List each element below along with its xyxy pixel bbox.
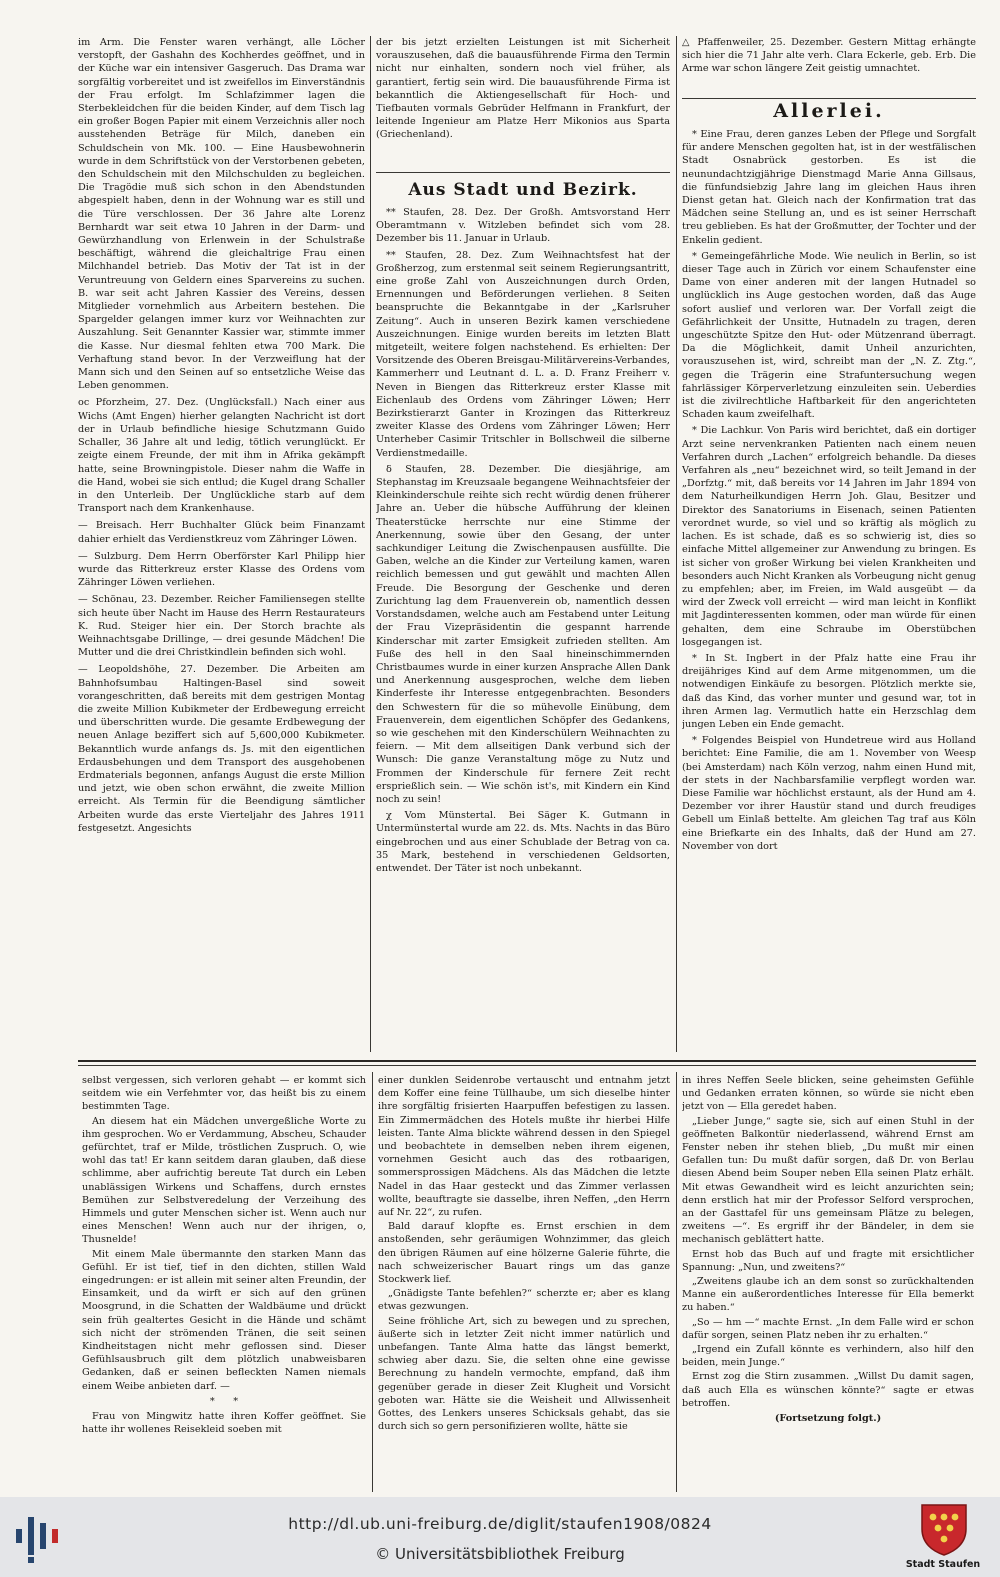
article-text: im Arm. Die Fenster waren verhängt, alle Löcher verstopft, der Gashahn des Kochherdes geöffnet, und in der Küche war ein intensiver Gasgeruch. Das Drama war sorgfältig vorbereitet und ist zweifellos im Einverständnis der Frau erfolgt. Im Schlafzimmer lagen die Sterbekleidchen für die beiden Kinder, auf dem Tisch lag ein großer Bogen Papier mit einem Verzeichnis aller noch ausstehenden Beträge für Milch, daneben ein Schuldschein von Mk. 100. — Eine Hausbewohnerin wurde in dem Schriftstück von der Verstorbenen gebeten, den Schuldschein mit den Milchschulden zu begleichen. Die Tragödie muß sich schon in den Abendstunden abgespielt haben, denn in der Wohnung war es still und die Türe verschlossen. Der 36 Jahre alte Lorenz Bernhardt war seit etwa 10 Jahren in der Darm- und Gewürzhandlung von Erlenwein in der Schulstraße beschäftigt, während die gleichaltrige Frau einen Milchhandel betrieb. Das Motiv der Tat ist in der Veruntreuung von Geldern eines Sparvereins zu suchen. B. war seit acht Jahren Kassier des Vereins, dessen Mitglieder vornehmlich aus Arbeitern bestehen. Die Spargelder gelangen immer kurz vor Weihnachten zur Auszahlung. Seit Genannter Kassier war, stimmte immer die Kasse. Nur diesmal fehlten etwa 700 Mark. Die Verhaftung stand bevor. In der Verzweiflung hat der Mann sich und den Seinen auf so entsetzliche Weise das Leben genommen.: [78, 37, 365, 392]
story-text: „Zweitens glaube ich an dem sonst so zurückhaltenden Manne ein außerordentliches Interesse für Ella bemerkt zu haben.“: [682, 1276, 974, 1314]
story-text: „Lieber Junge,“ sagte sie, sich auf einen Stuhl in der geöffneten Balkontür niederlassend, während Ernst am Fenster neben ihr stehen blieb, „Du mußt mir einen Gefallen tun: Du mußt dafür sorgen, daß Dr. von Berlau diesen Abend beim Souper neben Ella seinen Platz erhält. Mit etwas Gewandheit wird es leicht anzurichten sein; denn erstlich hat mir der Professor Selford versprochen, an der Gasttafel für uns gemeinsam Plätze zu belegen, zweitens —“. Es ergriff ihr der Bändeler, in dem sie mechanisch geblättert hatte.: [682, 1115, 974, 1246]
story-text: Ernst zog die Stirn zusammen. „Willst Du damit sagen, daß auch Ella es wünschen könnte?“ sagte er etwas betroffen.: [682, 1371, 974, 1409]
section-rule: [682, 98, 976, 99]
copyright-notice: © Universitätsbibliothek Freiburg: [375, 1545, 625, 1563]
article-text: der bis jetzt erzielten Leistungen ist mit Sicherheit vorauszusehen, daß die bauausführende Firma den Termin nicht nur einhalten, sondern noch viel früher, als garantiert, fertig sein wird. Die bauausführende Firma ist bekanntlich die Aktiengesellschaft für Hoch- und Tiefbauten vormals Gebrüder Helfmann in Frankfurt, der leitende Ingenieur am Platze Herr Mikonios aus Sparta (Griechenland).: [376, 37, 670, 141]
story-text: selbst vergessen, sich verloren gehabt — er kommt sich seitdem wie ein Verfehmter vor, das heißt bis zu einem bestimmten Tage.: [82, 1075, 366, 1113]
bottom-column-3: [682, 1074, 974, 1492]
section-heading-local: Aus Stadt und Bezirk.: [408, 180, 638, 200]
column-divider: [676, 36, 677, 1052]
feuilleton-divider-thin: [78, 1065, 976, 1066]
story-text: „So — hm —“ machte Ernst. „In dem Falle wird er schon dafür sorgen, seinen Platz neben ihr zu erhalten.“: [682, 1316, 974, 1341]
article-leopoldshoehe: — Leopoldshöhe, 27. Dezember. Die Arbeiten am Bahnhofsumbau Haltingen-Basel sind soweit vorangeschritten, daß bereits mit dem gestrigen Montag die zweite Million Kubikmeter der Erdbewegung erreicht und überschritten wurde. Die gesamte Erdbewegung der neuen Anlage beziffert sich auf 5,600,000 Kubikmeter. Bekanntlich wurde anfangs ds. Js. mit den eigentlichen Erdausbehungen und dem Transport des ausgehobenen Erdmaterials begonnen, anfangs August die erste Million und jetzt, wie oben schon erwähnt, die zweite Million erreicht. Als Termin für die Beendigung sämtlicher Arbeiten wurde das erste Vierteljahr des Jahres 1911 festgesetzt. Angesichts: [78, 664, 365, 834]
section-heading-misc: Allerlei.: [773, 100, 885, 122]
article-dienstmagd: * Eine Frau, deren ganzes Leben der Pflege und Sorgfalt für andere Menschen gegolten hat, ist in der westfälischen Stadt Osnabrück gestorben. Es ist die neunundachtzigjährige Dienstmagd Marie Anna Gillsaus, die fünfundsiebzig Jahre lang im gleichen Haus ihren Dienst getan hat. Gleich nach der Konfirmation trat das Mädchen seine Stellung an, und es ist seiner Herrschaft treu geblieben. Es hat der Großmutter, der Tochter und der Enkelin gedient.: [682, 129, 976, 246]
bottom-column-2: [378, 1074, 670, 1492]
story-text: Bald darauf klopfte es. Ernst erschien in dem anstoßenden, sehr geräumigen Wohnzimmer, das gleich den übrigen Räumen auf eine hölzerne Galerie führte, die nach schweizerischer Bauart rings um das ganze Stockwerk lief.: [378, 1221, 670, 1286]
story-text: Frau von Mingwitz hatte ihren Koffer geöffnet. Sie hatte ihr wollenes Reisekleid soeben mit: [82, 1411, 366, 1436]
feuilleton-divider: [78, 1060, 976, 1062]
bottom-column-1: [82, 1074, 366, 1492]
continuation-note: (Fortsetzung folgt.): [774, 1413, 882, 1425]
document-url[interactable]: http://dl.ub.uni-freiburg.de/diglit/staufen1908/0824: [288, 1515, 712, 1533]
article-hundetreue: * Folgendes Beispiel von Hundetreue wird aus Holland berichtet: Eine Familie, die am 1. November von Weesp (bei Amsterdam) nach Köln verzog, nahm einen Hund mit, der stets in der Nachbarsfamilie verpflegt worden war. Diese Familie war höchlichst erstaunt, als der Hund am 4. Dezember vor ihrer Haustür stand und durch freudiges Gebell um Einlaß bettelte. Am gleichen Tag traf aus Köln eine Briefkarte ein des Inhalts, daß der Hund am 27. November von dort: [682, 735, 976, 852]
article-staufen-weihnachtsfeier: δ Staufen, 28. Dezember. Die diesjährige, am Stephanstag im Kreuzsaale begangene Weihnachtsfeier der Kleinkinderschule reihte sich recht würdig denen früherer Jahre an. Ueber die hübsche Aufführung der kleinen Theaterstücke herrschte nur eine Stimme der Anerkennung, sowie über den Gesang, der unter sachkundiger Leitung die Zwischenpausen ausfüllte. Die Gaben, welche an die Kinder zur Verteilung kamen, waren reichlich bemessen und gut gewählt und machten Allen Freude. Die Besorgung der Geschenke und deren Zurichtung lag dem Frauenverein ob, namentlich dessen Vorstandsdamen, welche auch am Festabend unter Leitung der Frau Vizepräsidentin die gespannt harrende Kinderschar mit zarter Emsigkeit zufrieden stellten. Am Fuße des hell in den Saal hineinschimmernden Christbaumes wurde in einer kurzen Ansprache Allen Dank und Anerkennung ausgesprochen, welche dem lieben Kinderfeste ihr Interesse entgegenbrachten. Besonders den Schwestern für die so mühevolle Einübung, dem Frauenverein, dem eigentlichen Schöpfer des Gedankens, so wie geschehen mit den Kinderschülern Weihnachten zu feiern. — Mit dem allseitigen Dank verbund sich der Wunsch: Die ganze Veranstaltung möge zu Nutz und Frommen der Kinderschule für fernere Zeit recht ersprießlich sein. — Wie schön ist's, mit Kindern ein Kind noch zu sein!: [376, 463, 670, 805]
article-st-ingbert: * In St. Ingbert in der Pfalz hatte eine Frau ihr dreijähriges Kind auf dem Arme mitgenommen, um die notwendigen Einkäufe zu besorgen. Plötzlich merkte sie, daß das Kind, das vorher munter und gesund war, tot in ihren Armen lag. Vermutlich hatte ein Herzschlag dem jungen Leben ein Ende gemacht.: [682, 652, 976, 730]
story-text: „Gnädigste Tante befehlen?“ scherzte er; aber es klang etwas gezwungen.: [378, 1288, 670, 1313]
column-divider: [676, 1072, 677, 1492]
story-text: Mit einem Male übermannte den starken Mann das Gefühl. Er ist tief, tief in den dichten, stillen Wald eingedrungen: er ist allein mit seiner alten Freundin, der Einsamkeit, und da wirft er sich auf den grünen Moosgrund, in die Schatten der Waldbäume und drückt sein früh gealtertes Gesicht in die Hände und schämt sich nicht der strömenden Tränen, die seit seinen Kindheitstagen nicht mehr geflossen sind. Dieser Gefühlsausbruch gilt dem plötzlich unabweisbaren Gedanken, daß er seinen befleckten Namen niemals einem Weibe anbieten darf. —: [82, 1248, 366, 1392]
viewer-footer: [0, 1497, 1000, 1577]
article-muenstertal: χ Vom Münstertal. Bei Säger K. Gutmann in Untermünstertal wurde am 22. ds. Mts. Nachts in das Büro eingebrochen und aus einer Schublade der Betrag von ca. 35 Mark, bestehend in verschiedenen Geldsorten, entwendet. Der Täter ist noch unbekannt.: [376, 810, 670, 874]
article-sulzburg: — Sulzburg. Dem Herrn Oberförster Karl Philipp hier wurde das Ritterkreuz erster Klasse des Ordens vom Zähringer Löwen verliehen.: [78, 550, 365, 589]
crest-label: Stadt Staufen: [905, 1559, 981, 1570]
column-divider: [370, 36, 371, 1052]
top-column-3-intro: [682, 36, 976, 98]
section-rule: [376, 172, 670, 173]
top-column-3: [682, 128, 976, 1052]
top-column-1: [78, 36, 365, 1054]
story-text: Seine fröhliche Art, sich zu bewegen und zu sprechen, äußerte sich in letzter Zeit nicht immer natürlich und unbefangen. Tante Alma hatte das längst bemerkt, schwieg aber dazu. Sie, die selten ohne eine gewisse Berechnung zu handeln vermochte, empfand, daß ihm gegenüber gerade in dieser Zeit Klugheit und Vorsicht geboten war. Hätte sie die Weisheit und Allwissenheit Gottes, des Lenkers unseres Schicksals gehabt, das sie durch sich so gern personifizieren wollte, hätte sie: [378, 1315, 670, 1433]
story-text: in ihres Neffen Seele blicken, seine geheimsten Gefühle und Gedanken erraten können, so würde sie nicht eben jetzt von — Ella geredet haben.: [682, 1075, 974, 1113]
article-hutnadel: * Gemeingefährliche Mode. Wie neulich in Berlin, so ist dieser Tage auch in Zürich vor einem Schaufenster eine Dame von einer anderen mit der langen Hutnadel so unglücklich ins Auge gestochen worden, daß das Auge sofort auslief und verloren war. Der Vorfall zeigt die Gefährlichkeit der Unsitte, Hutnadeln zu tragen, deren ungeschützte Spitze den Hut- oder Mützenrand überragt. Da die Möglichkeit, damit Unheil anzurichten, vorauszusehen ist, wird, schreibt man der „N. Z. Ztg.“, gegen die Trägerin eine Strafuntersuchung wegen fahrlässiger Körperverletzung einzuleiten sein. Ueberdies ist die zivilrechtliche Haftbarkeit für den angerichteten Schaden kaum zweifelhaft.: [682, 250, 976, 421]
article-staufen-urlaub: ** Staufen, 28. Dez. Der Großh. Amtsvorstand Herr Oberamtmann v. Witzleben befindet sich vom 28. Dezember bis 11. Januar in Urlaub.: [376, 207, 670, 245]
section-break: * *: [209, 1395, 239, 1407]
article-pfaffenweiler: △ Pfaffenweiler, 25. Dezember. Gestern Mittag erhängte sich hier die 71 Jahr alte verh. Clara Eckerle, geb. Erb. Die Arme war schon längere Zeit geistig umnachtet.: [682, 37, 976, 75]
article-staufen-orden: ** Staufen, 28. Dez. Zum Weihnachtsfest hat der Großherzog, zum erstenmal seit seinem Regierungsantritt, eine große Zahl von Auszeichnungen durch Orden, Ernennungen und Beförderungen verliehen. 8 Seiten beanspruchte die Bekanntgabe in der „Karlsruher Zeitung“. Auch in unseren Bezirk kamen verschiedene Auszeichnungen. Einige wurden bereits im letzten Blatt mitgeteilt, weitere folgen nachstehend. Es erhielten: Der Vorsitzende des Oberen Breisgau-Militärvereins-Verbandes, Kammerherr und Leutnant d. L. a. D. Franz Freiherr v. Neven in Biengen das Ritterkreuz erster Klasse mit Eichenlaub des Ordens vom Zähringer Löwen; Herr Bezirkstierarzt Ganter in Krozingen das Ritterkreuz zweiter Klasse des Ordens vom Zähringer Löwen; Herr Unterheber Casimir Tritschler in Bollschweil die silberne Verdienstmedaille.: [376, 249, 670, 459]
top-column-2: [376, 206, 670, 1052]
staufen-crest-icon: [918, 1501, 970, 1557]
article-lachkur: * Die Lachkur. Von Paris wird berichtet, daß ein dortiger Arzt seine nervenkranken Patienten nach einem neuen Verfahren durch „Lachen“ erfolgreich behandle. Da dieses Verfahren als „neu“ bezeichnet wird, so teilt Jemand in der „Dorfztg.“ mit, daß bereits vor 14 Jahren im Jahr 1894 von dem Naturheilkundigen Herrn Joh. Glau, Besitzer und Direktor des Sanatoriums in Eisenach, seinen Patienten verordnet wurde, so viel und so kräftig als möglich zu lachen. Es ist schade, daß es so schwierig ist, dies so einfache Mittel allgemeiner zur Anwendung zu bringen. Es ist sicher von großer Wirkung bei vielen Krankheiten und besonders auch Nicht Kranken als Vorbeugung nicht genug zu empfehlen; aber, im Freien, im Wald ausgeübt — da wird der Zweck voll erreicht — wird man leicht in Konflikt mit Jagdinteressenten kommen, oder man würde für einen gehalten, dem eine Schraube im Oberstübchen losgegangen ist.: [682, 425, 976, 648]
article-pforzheim: oc Pforzheim, 27. Dez. (Unglücksfall.) Nach einer aus Wichs (Amt Engen) hierher gelangten Nachricht ist dort der in Urlaub befindliche hiesige Schutzmann Guido Schaller, 36 Jahre alt und ledig, tötlich verunglückt. Er zeigte einem Freunde, der mit ihm in Afrika gekämpft hatte, seine Browningpistole. Dieser nahm die Waffe in die Hand, wobei sie sich entlud; die Kugel drang Schaller in den Unterleib. Der Unglückliche starb auf dem Transport nach dem Krankenhause.: [78, 397, 365, 515]
story-text: „Irgend ein Zufall könnte es verhindern, also hilf den beiden, mein Junge.“: [682, 1344, 974, 1369]
article-schoenau: — Schönau, 23. Dezember. Reicher Familiensegen stellte sich heute über Nacht im Hause des Herrn Restaurateurs K. Rud. Steiger hier ein. Der Storch brachte als Weihnachtsgabe Drillinge, — drei gesunde Mädchen! Die Mutter und die drei Christkindlein befinden sich wohl.: [78, 594, 365, 659]
story-text: An diesem hat ein Mädchen unvergeßliche Worte zu ihm gesprochen. Wo er Verdammung, Abscheu, Schauder gefürchtet, traf er Milde, tröstlichen Zuspruch. O, wie wohl das tat! Er kann seitdem daran glauben, daß diese schlimme, aber aufrichtig bereute Tat durch ein Leben unablässigen Wirkens und Schaffens, durch ernstes Bemühen zur Selbstveredelung der Verzeihung des Himmels und guter Menschen sicher ist. Wenn auch nur eines Menschen! Wenn auch nur der ihrigen, o, Thusnelde!: [82, 1115, 366, 1246]
article-breisach: — Breisach. Herr Buchhalter Glück beim Finanzamt dahier erhielt das Verdienstkreuz vom Zähringer Löwen.: [78, 520, 365, 545]
story-text: einer dunklen Seidenrobe vertauscht und entnahm jetzt dem Koffer eine feine Tüllhaube, um sich dieselbe hinter ihre sorgfältig frisierten Haarpuffen befestigen zu lassen. Ein Zimmermädchen des Hotels mußte ihr hierbei Hilfe leisten. Tante Alma blickte während dessen in den Spiegel und beobachtete in demselben neben ihrem eigenen, vornehmen Gesicht auch das des rotbaarigen, sommersprossigen Mädchens. Als das Mädchen die letzte Nadel in das Haar gesteckt und das Zimmer verlassen wollte, beauftragte sie dasselbe, ihren Neffen, „den Herrn auf Nr. 22“, zu rufen.: [378, 1075, 670, 1219]
top-column-2-intro: [376, 36, 670, 166]
column-divider: [372, 1072, 373, 1492]
story-text: Ernst hob das Buch auf und fragte mit ersichtlicher Spannung: „Nun, und zweitens?“: [682, 1248, 974, 1273]
